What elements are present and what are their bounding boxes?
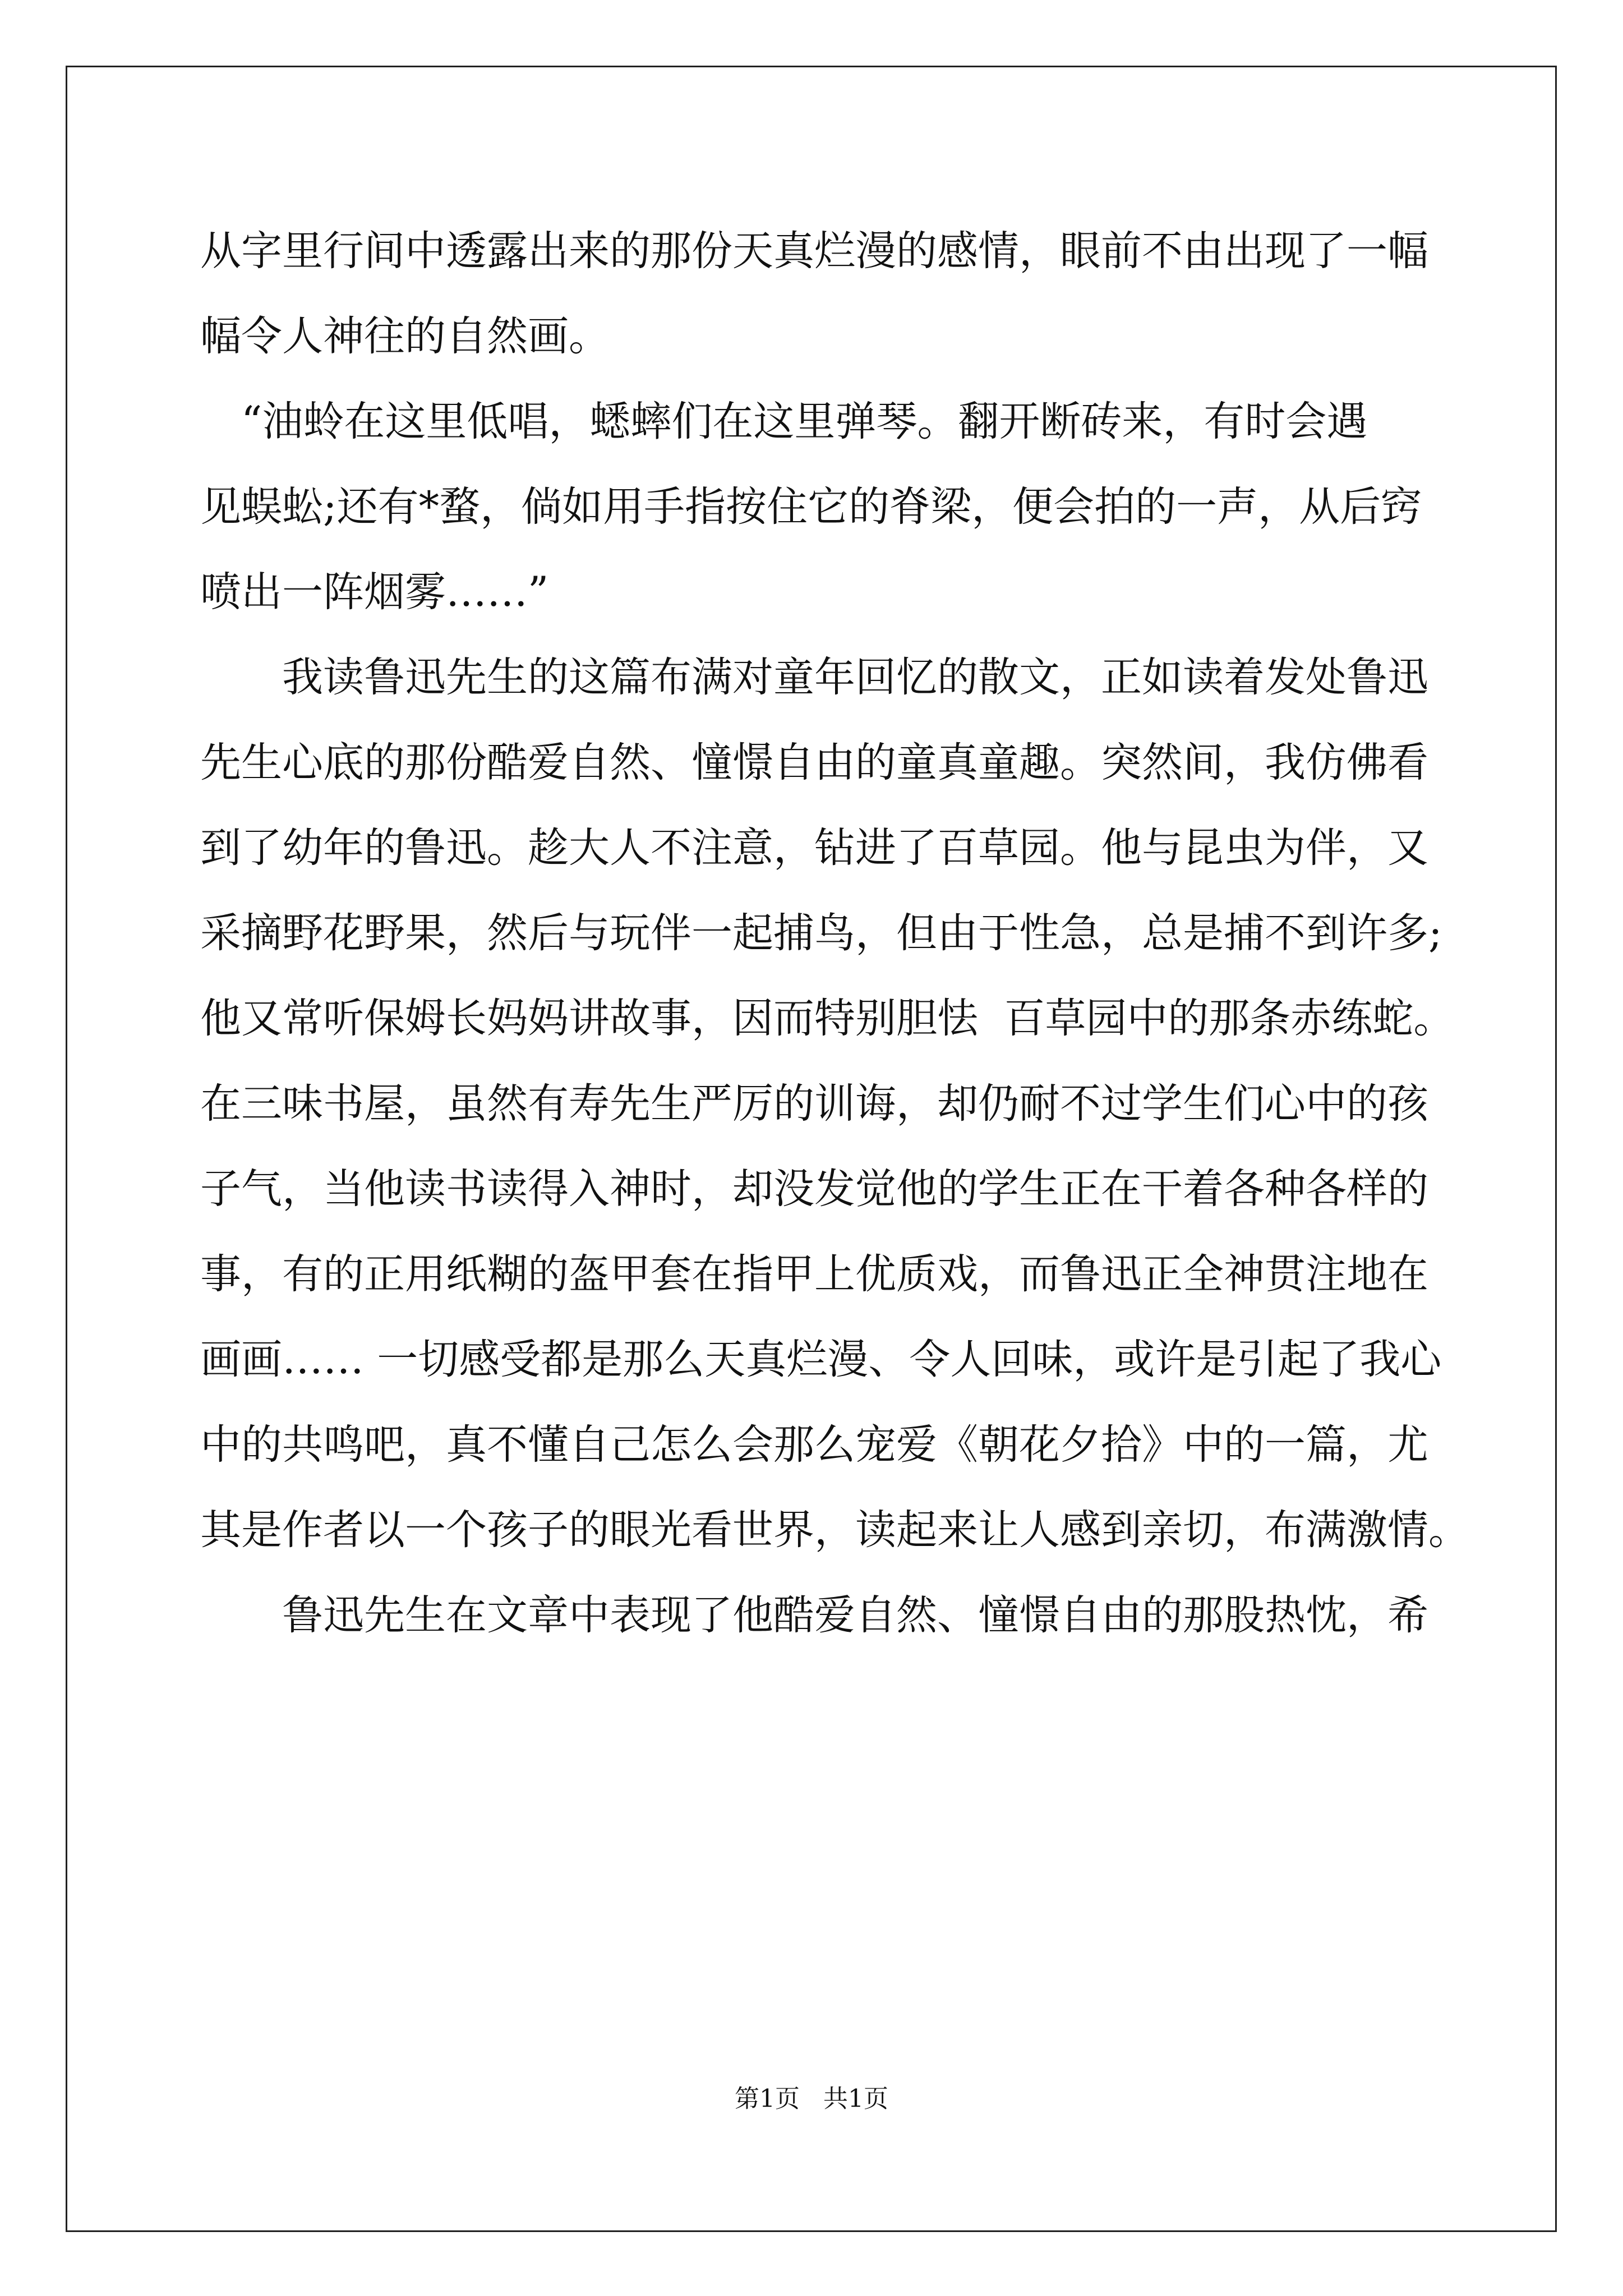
body-line: 先生心底的那份酷爱自然、憧憬自由的童真童趣。突然间，我仿佛看 (200, 739, 1428, 786)
body-line: 采摘野花野果，然后与玩伴一起捕鸟，但由于性急，总是捕不到许多; (200, 909, 1442, 957)
body-line: 子气，当他读书读得入神时，却没发觉他的学生正在干着各种各样的 (200, 1165, 1428, 1213)
body-line: 幅令人神往的自然画。 (200, 312, 610, 360)
page-number-footer: 第1页 共1页 (735, 2085, 888, 2113)
body-line: “油蛉在这里低唱，蟋蟀们在这里弹琴。翻开断砖来，有时会遇 (200, 398, 1368, 445)
body-line: 他又常听保姆长妈妈讲故事，因而特别胆怯 百草园中的那条赤练蛇。 (200, 995, 1455, 1042)
body-line: 中的共鸣吧，真不懂自己怎么会那么宠爱《朝花夕拾》中的一篇，尤 (200, 1421, 1428, 1469)
document-body (200, 209, 1469, 1658)
body-line: 在三味书屋，虽然有寿先生严厉的训诲，却仍耐不过学生们心中的孩 (200, 1080, 1428, 1128)
body-line: 事，有的正用纸糊的盔甲套在指甲上优质戏，而鲁迅正全神贯注地在 (200, 1250, 1428, 1298)
body-line: 从字里行间中透露出来的那份天真烂漫的感情，眼前不由出现了一幅 (200, 227, 1428, 275)
body-line: 到了幼年的鲁迅。趁大人不注意，钻进了百草园。他与昆虫为伴，又 (200, 824, 1428, 872)
body-line: 喷出一阵烟雾……” (200, 568, 549, 616)
body-line: 鲁迅先生在文章中表现了他酷爱自然、憧憬自由的那股热忱，希 (200, 1591, 1428, 1639)
body-line: 我读鲁迅先生的这篇布满对童年回忆的散文，正如读着发处鲁迅 (200, 654, 1428, 701)
body-line: 其是作者以一个孩子的眼光看世界，读起来让人感到亲切，布满激情。 (200, 1506, 1469, 1554)
body-line: 见蜈蚣;还有*蝥，倘如用手指按住它的脊梁，便会拍的一声，从后窍 (200, 483, 1422, 531)
body-line: 画画…… 一切感受都是那么天真烂漫、令人回味，或许是引起了我心 (200, 1336, 1442, 1383)
